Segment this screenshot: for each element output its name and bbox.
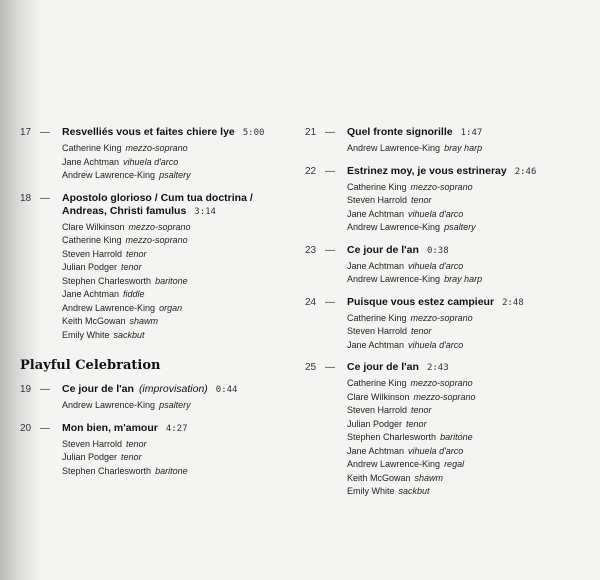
performer: [347, 458, 590, 472]
performer-name: Steven Harrold: [347, 195, 408, 205]
performer: [347, 472, 590, 486]
track-title: Puisque vous estez campieur: [347, 295, 495, 308]
track-dash: —: [40, 192, 50, 204]
track-title: Mon bien, m'amour: [62, 421, 158, 434]
track-title-line: [347, 361, 590, 375]
track-duration: 0:38: [426, 245, 449, 256]
performer: [62, 234, 290, 248]
performer-role: regal: [444, 459, 465, 469]
right-column: [305, 126, 590, 508]
performer-name: Andrew Lawrence-King: [62, 170, 156, 180]
performer: [62, 451, 290, 465]
performer: [62, 399, 290, 413]
track-entry: [305, 361, 590, 499]
performer-name: Steven Harrold: [62, 438, 123, 449]
performer-role: tenor: [121, 452, 142, 462]
performer-role: vihuela d'arco: [408, 445, 464, 456]
performer-name: Julian Podger: [347, 418, 403, 429]
performer: [62, 302, 290, 316]
section-heading: Playful Celebration: [20, 358, 161, 373]
performer-name: Keith McGowan: [347, 472, 411, 483]
track-number: 17: [20, 127, 32, 138]
performer-role: bray harp: [444, 143, 483, 153]
performer-role: mezzo-soprano: [125, 235, 188, 245]
track-number: 21: [305, 127, 317, 138]
performer-name: Keith McGowan: [62, 316, 126, 326]
performer-role: shawm: [414, 472, 444, 483]
performer-name: Stephen Charlesworth: [347, 432, 437, 442]
track-title: Quel fronte signorille: [347, 126, 453, 138]
track-duration: 2:46: [514, 166, 537, 177]
performer-role: tenor: [411, 326, 432, 336]
track-duration: 0:44: [215, 385, 238, 395]
performer-name: Clare Wilkinson: [347, 391, 410, 402]
performer-role: mezzo-soprano: [410, 181, 473, 192]
track-header: [20, 422, 290, 436]
performer-name: Emily White: [62, 329, 110, 340]
track-entry: [20, 422, 290, 479]
performer: [347, 404, 590, 418]
track-header: [305, 244, 590, 258]
performer: [62, 275, 290, 289]
performer: [347, 221, 590, 235]
track-list: [20, 126, 290, 342]
performer-name: Andrew Lawrence-King: [347, 143, 441, 153]
performer-role: baritone: [155, 275, 188, 286]
track-number: 22: [305, 165, 317, 177]
track-title-italic: (improvisation): [138, 383, 208, 395]
track-list: [20, 383, 290, 478]
track-number: 18: [20, 192, 32, 204]
track-title-line: [62, 126, 290, 140]
performer: [347, 485, 590, 499]
performer-list: [347, 260, 590, 287]
performer: [347, 418, 590, 432]
performer-name: Julian Podger: [62, 262, 118, 272]
track-title: Apostolo glorioso / Cum tua doctrina / Andreas, Christi famulus: [62, 191, 253, 217]
performer: [347, 325, 590, 339]
performer-role: sackbut: [113, 329, 145, 340]
performer-role: tenor: [411, 195, 432, 205]
track-dash: —: [40, 384, 50, 395]
performer-name: Stephen Charlesworth: [62, 275, 152, 286]
track-header: [305, 296, 590, 310]
performer: [62, 169, 290, 183]
track-duration: 2:48: [502, 297, 524, 308]
performer-role: baritone: [155, 465, 188, 476]
track-title: Ce jour de l'an: [347, 361, 419, 373]
track-entry: [305, 165, 590, 235]
performer-list: [347, 312, 590, 353]
performer: [347, 339, 590, 353]
performer-name: Andrew Lawrence-King: [347, 274, 441, 284]
track-duration: 1:47: [460, 128, 483, 138]
performer: [62, 465, 290, 479]
performer-role: baritone: [440, 432, 473, 442]
track-entry: [20, 126, 290, 183]
performer-name: Andrew Lawrence-King: [62, 400, 156, 410]
performer-name: Jane Achtman: [347, 208, 405, 219]
performer-name: Catherine King: [347, 378, 407, 388]
performer-name: Steven Harrold: [347, 326, 408, 336]
performer-name: Catherine King: [62, 235, 122, 245]
performer-role: fiddle: [123, 289, 145, 299]
performer-list: [62, 399, 290, 413]
track-title-line: [347, 296, 590, 310]
performer: [347, 142, 590, 156]
performer-role: bray harp: [444, 274, 483, 284]
performer: [62, 329, 290, 343]
performer-role: tenor: [406, 418, 427, 429]
performer-name: Clare Wilkinson: [62, 221, 125, 232]
performer-role: shawm: [129, 316, 159, 326]
performer-list: [62, 221, 290, 343]
performer: [62, 248, 290, 262]
track-title: Ce jour de l'an: [62, 383, 134, 395]
performer-name: Andrew Lawrence-King: [347, 459, 441, 469]
performer-name: Catherine King: [347, 312, 407, 323]
track-entry: [305, 296, 590, 353]
track-entry: [20, 192, 290, 343]
track-duration: 4:27: [165, 423, 188, 434]
track-entry: [20, 383, 290, 413]
performer-name: Andrew Lawrence-King: [62, 302, 156, 313]
performer: [347, 445, 590, 459]
performer: [62, 315, 290, 329]
performer: [62, 221, 290, 235]
track-number: 25: [305, 362, 317, 373]
performer: [347, 260, 590, 274]
track-header: [20, 126, 290, 140]
performer-name: Steven Harrold: [347, 405, 408, 415]
performer-name: Andrew Lawrence-King: [347, 222, 441, 232]
track-dash: —: [325, 362, 335, 373]
performer-role: tenor: [121, 262, 142, 272]
performer-name: Steven Harrold: [62, 248, 123, 259]
performer-role: mezzo-soprano: [128, 221, 191, 232]
performer-list: [347, 142, 590, 156]
performer-name: Jane Achtman: [62, 289, 120, 299]
track-entry: [305, 126, 590, 156]
performer-name: Catherine King: [347, 181, 407, 192]
track-list: [305, 126, 590, 499]
track-dash: —: [325, 127, 335, 138]
track-title-line: [62, 422, 290, 436]
performer-role: vihuela d'arco: [408, 339, 464, 350]
performer-name: Stephen Charlesworth: [62, 465, 152, 476]
performer-role: organ: [159, 302, 183, 313]
track-dash: —: [40, 127, 50, 138]
performer-list: [347, 377, 590, 499]
track-title: Resvelliés vous et faites chiere lye: [62, 126, 235, 138]
performer-role: tenor: [411, 405, 432, 415]
left-column: [20, 126, 290, 487]
performer: [62, 156, 290, 170]
performer-name: Catherine King: [62, 143, 122, 153]
track-number: 23: [305, 244, 317, 256]
track-number: 20: [20, 422, 32, 434]
performer: [62, 261, 290, 275]
performer-role: vihuela d'arco: [408, 260, 464, 271]
performer: [62, 142, 290, 156]
track-duration: 3:14: [194, 206, 216, 217]
performer-role: vihuela d'arco: [123, 156, 179, 167]
performer-list: [347, 181, 590, 235]
performer: [347, 312, 590, 326]
performer-role: mezzo-soprano: [410, 312, 473, 323]
track-title-line: [62, 192, 290, 219]
performer-role: tenor: [126, 438, 147, 449]
performer-role: sackbut: [398, 486, 430, 496]
performer-name: Julian Podger: [62, 452, 118, 462]
performer-role: mezzo-soprano: [125, 143, 188, 153]
track-header: [305, 361, 590, 375]
track-title-line: [62, 383, 290, 397]
track-number: 24: [305, 296, 317, 308]
performer: [62, 438, 290, 452]
performer-role: psaltery: [159, 170, 191, 180]
performer: [347, 431, 590, 445]
performer: [347, 208, 590, 222]
track-dash: —: [325, 244, 335, 256]
performer-role: psaltery: [444, 222, 476, 232]
performer-role: vihuela d'arco: [408, 208, 464, 219]
performer-name: Jane Achtman: [347, 260, 405, 271]
track-dash: —: [40, 422, 50, 434]
performer-role: psaltery: [159, 400, 191, 410]
performer: [347, 181, 590, 195]
performer-role: tenor: [126, 248, 147, 259]
track-title: Estrinez moy, je vous estrineray: [347, 164, 507, 177]
track-title-line: [347, 244, 590, 258]
track-title: Ce jour de l'an: [347, 243, 419, 256]
track-title-line: [347, 126, 590, 140]
performer-name: Jane Achtman: [62, 156, 120, 167]
track-header: [20, 383, 290, 397]
track-entry: [305, 244, 590, 287]
performer: [347, 194, 590, 208]
track-dash: —: [325, 165, 335, 177]
track-number: 19: [20, 384, 32, 395]
performer-list: [62, 142, 290, 183]
performer: [347, 391, 590, 405]
track-header: [305, 126, 590, 140]
track-duration: 5:00: [242, 128, 265, 138]
performer-name: Jane Achtman: [347, 445, 405, 456]
performer-role: mezzo-soprano: [413, 391, 476, 402]
track-title-line: [347, 165, 590, 179]
performer: [347, 273, 590, 287]
performer-list: [62, 438, 290, 479]
track-header: [20, 192, 290, 219]
performer: [62, 288, 290, 302]
performer-name: Emily White: [347, 486, 395, 496]
track-duration: 2:43: [426, 363, 449, 373]
performer-name: Jane Achtman: [347, 339, 405, 350]
performer: [347, 377, 590, 391]
track-dash: —: [325, 296, 335, 308]
performer-role: mezzo-soprano: [410, 378, 473, 388]
track-header: [305, 165, 590, 179]
